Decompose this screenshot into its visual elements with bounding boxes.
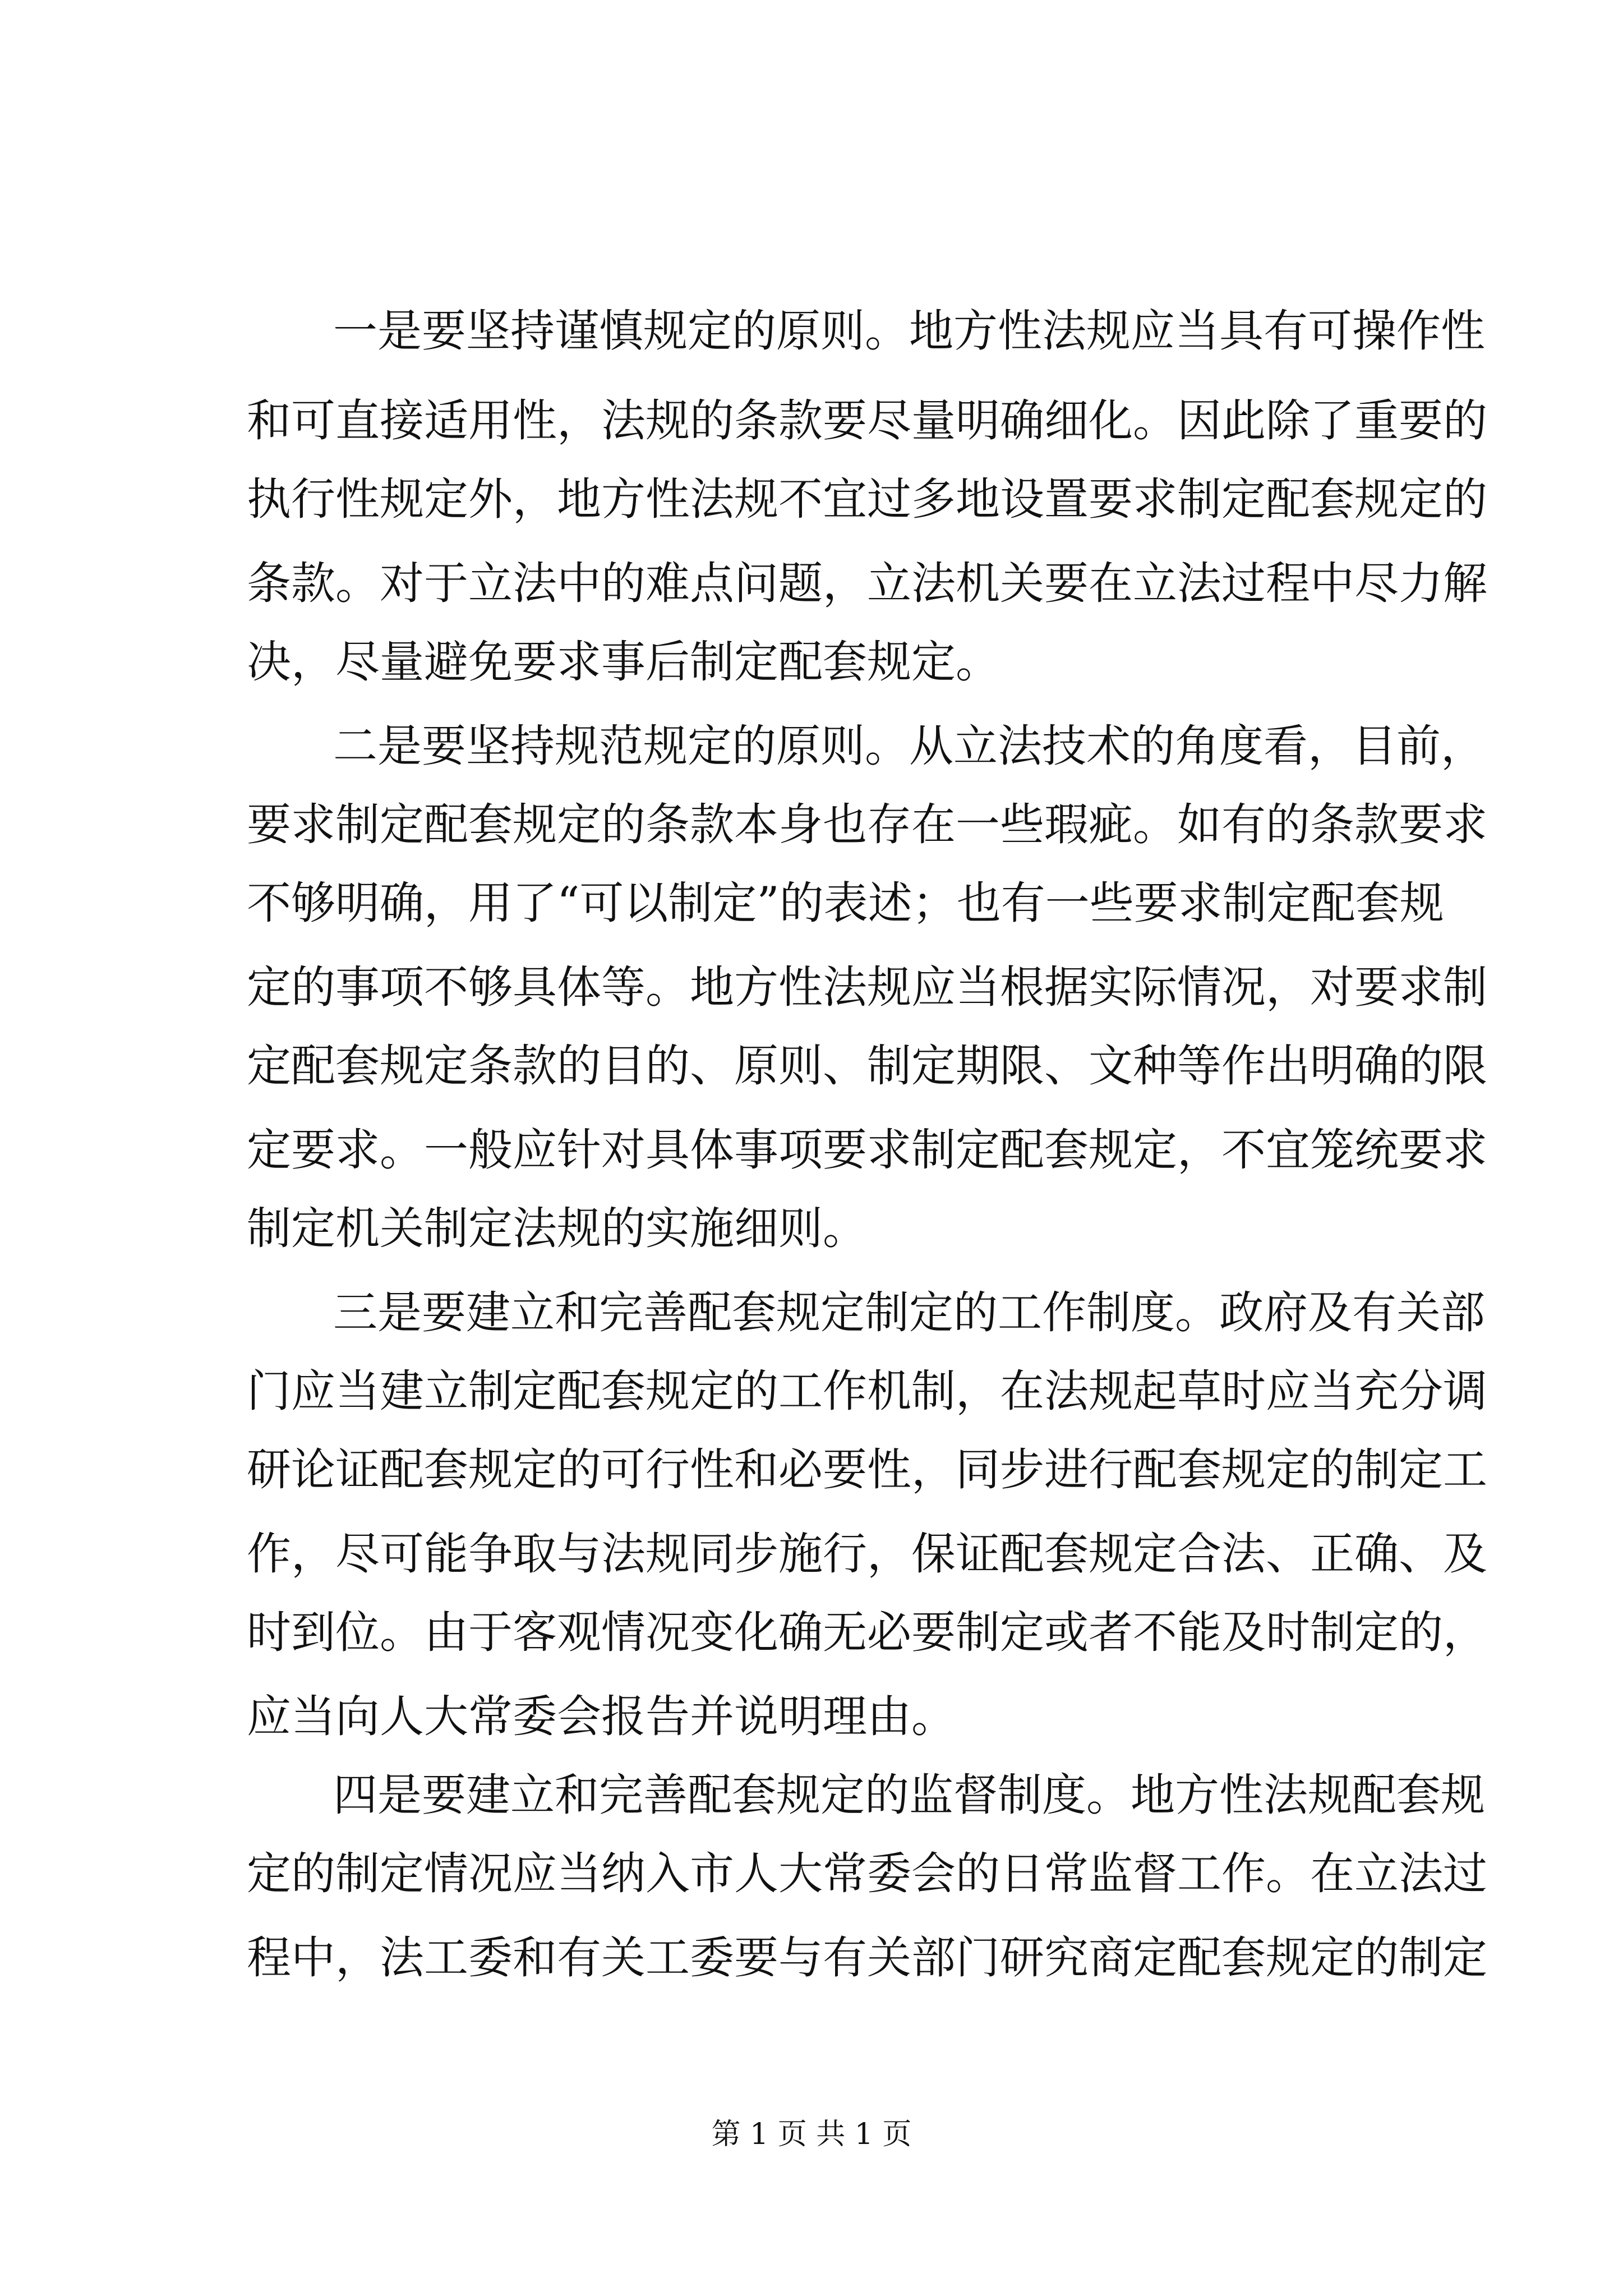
paragraph-4-line-1: 四是要建立和完善配套规定的监督制度。地方性法规配套规 <box>333 1769 1485 1821</box>
paragraph-1-line-2: 和可直接适用性，法规的条款要尽量明确细化。因此除了重要的 <box>247 395 1487 447</box>
paragraph-2-line-1: 二是要坚持规范规定的原则。从立法技术的角度看，目前， <box>333 720 1485 772</box>
paragraph-1-line-4: 条款。对于立法中的难点问题，立法机关要在立法过程中尽力解 <box>247 558 1487 609</box>
paragraph-4-line-2: 定的制定情况应当纳入市人大常委会的日常监督工作。在立法过 <box>247 1848 1487 1899</box>
paragraph-2-line-6: 定要求。一般应针对具体事项要求制定配套规定，不宜笼统要求 <box>247 1124 1487 1176</box>
paragraph-2-line-2: 要求制定配套规定的条款本身也存在一些瑕疵。如有的条款要求 <box>247 799 1487 850</box>
paragraph-2-line-7: 制定机关制定法规的实施细则。 <box>247 1203 867 1254</box>
paragraph-3-line-5: 时到位。由于客观情况变化确无必要制定或者不能及时制定的， <box>247 1607 1487 1658</box>
paragraph-2-line-4: 定的事项不够具体等。地方性法规应当根据实际情况，对要求制 <box>247 961 1487 1013</box>
paragraph-2-line-5: 定配套规定条款的目的、原则、制定期限、文种等作出明确的限 <box>247 1040 1487 1092</box>
paragraph-3-line-3: 研论证配套规定的可行性和必要性，同步进行配套规定的制定工 <box>247 1444 1487 1496</box>
paragraph-3-line-1: 三是要建立和完善配套规定制定的工作制度。政府及有关部 <box>333 1287 1485 1338</box>
paragraph-2-line-3: 不够明确，用了“可以制定”的表述；也有一些要求制定配套规 <box>247 877 1444 929</box>
page-number-footer: 第 1 页 共 1 页 <box>711 2118 912 2151</box>
paragraph-3-line-2: 门应当建立制定配套规定的工作机制，在法规起草时应当充分调 <box>247 1365 1487 1417</box>
paragraph-3-line-6: 应当向人大常委会报告并说明理由。 <box>247 1691 956 1742</box>
paragraph-3-line-4: 作，尽可能争取与法规同步施行，保证配套规定合法、正确、及 <box>247 1528 1487 1580</box>
paragraph-1-line-5: 决，尽量避免要求事后制定配套规定。 <box>247 636 1000 688</box>
paragraph-1-line-3: 执行性规定外，地方性法规不宜过多地设置要求制定配套规定的 <box>247 473 1487 525</box>
paragraph-1-line-1: 一是要坚持谨慎规定的原则。地方性法规应当具有可操作性 <box>333 305 1485 357</box>
paragraph-4-line-3: 程中，法工委和有关工委要与有关部门研究商定配套规定的制定 <box>247 1932 1487 1984</box>
